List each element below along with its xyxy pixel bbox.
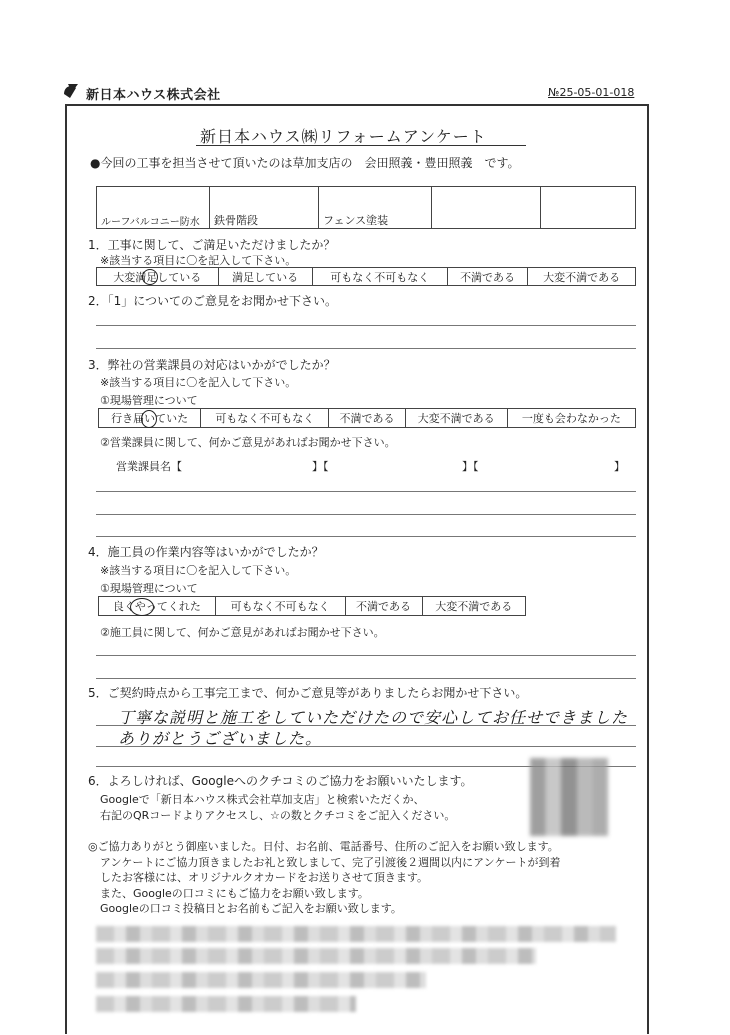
q4-heading: 4．施工員の作業内容等はいかがでしたか？ (88, 545, 324, 559)
answer-line (96, 678, 636, 679)
selected-mark (141, 410, 157, 428)
handwritten-answer: 丁寧な説明と施工をしていただけたので安心してお任せできました (118, 708, 629, 727)
q1-note: ※該当する項目に〇を記入して下さい。 (100, 254, 297, 267)
closing-line: Googleの口コミ投稿日とお名前もご記入をお願い致します。 (100, 902, 402, 915)
lead-text: ●今回の工事を担当させて頂いたのは草加支店の 会田照義・豊田照義 です。 (90, 156, 520, 170)
q6-heading: 6．よろしければ、Googleへのクチコミのご協力をお願いいたします。 (88, 774, 473, 788)
q3-option[interactable]: 行き届いていた (99, 409, 201, 428)
company-logo-icon (60, 80, 82, 102)
answer-line (96, 746, 636, 747)
closing-line: したお客様には、オリジナルクオカードをお送りさせて頂きます。 (100, 871, 429, 884)
q3-heading: 3．弊社の営業課員の対応はいかがでしたか？ (88, 358, 336, 372)
q6-line1: Googleで「新日本ハウス株式会社草加支店」と検索いただくか、 (100, 793, 425, 806)
q4-option[interactable]: 良くやってくれた (99, 597, 216, 616)
q1-option[interactable]: 大変不満である (528, 268, 636, 286)
works-cell (432, 187, 541, 229)
q4-sub1: ①現場管理について (100, 582, 198, 595)
q1-option[interactable]: 満足している (218, 268, 312, 286)
document-number: №25-05-01-018 (548, 86, 635, 99)
works-table (96, 186, 636, 229)
handwritten-answer: ありがとうございました。 (118, 729, 323, 748)
q6-line2: 右記のQRコードよりアクセスし、☆の数とクチコミをご記入ください。 (100, 809, 456, 822)
q2-heading: 2．「1」についてのご意見をお聞かせ下さい。 (88, 294, 338, 308)
q4-sub2: ②施工員に関して、何かご意見があればお聞かせ下さい。 (100, 626, 385, 639)
closing-line: ◎ご協力ありがとう御座いました。日付、お名前、電話番号、住所のご記入をお願い致します。 (88, 840, 559, 853)
q3-sub1: ①現場管理について (100, 394, 198, 407)
q4-option[interactable]: 可もなく不可もなく (215, 597, 345, 616)
answer-line (96, 655, 636, 656)
q3-option[interactable]: 可もなく不可もなく (201, 409, 329, 428)
q3-sub2: ②営業課員に関して、何かご意見があればお聞かせ下さい。 (100, 436, 396, 449)
staff-name-label: 営業課員名【 (116, 460, 182, 473)
works-cell: ルーフバルコニー防水 (97, 187, 210, 229)
selected-mark (130, 598, 154, 616)
qr-code-icon[interactable] (530, 758, 608, 836)
answer-line (96, 325, 636, 326)
q5-heading: 5．ご契約時点から工事完工まで、何かご意見等がありましたらお聞かせ下さい。 (88, 686, 528, 700)
q4-note: ※該当する項目に〇を記入して下さい。 (100, 564, 297, 577)
bracket: 】【 (312, 460, 329, 473)
bracket: 】 (614, 460, 625, 473)
works-cell: フェンス塗装 (319, 187, 432, 229)
q4-options (98, 596, 526, 616)
page-title: 新日本ハウス㈱リフォームアンケート (200, 127, 487, 146)
selected-mark (142, 269, 158, 285)
q1-option[interactable]: 大変満足している (97, 268, 219, 286)
works-cell: 鉄骨階段 (210, 187, 319, 229)
title-underline (196, 145, 526, 146)
answer-line (96, 514, 636, 515)
q3-option[interactable]: 不満である (329, 409, 405, 428)
works-cell (541, 187, 636, 229)
q4-option[interactable]: 不満である (345, 597, 422, 616)
q1-options (96, 267, 636, 286)
q4-option[interactable]: 大変不満である (422, 597, 525, 616)
q3-option[interactable]: 一度も会わなかった (507, 409, 635, 428)
q1-option[interactable]: 不満である (447, 268, 527, 286)
closing-line: アンケートにご協力頂きましたお礼と致しまして、完了引渡後２週間以内にアンケートが到着 (100, 856, 561, 869)
q3-note: ※該当する項目に〇を記入して下さい。 (100, 376, 297, 389)
closing-line: また、Googleの口コミにもご協力をお願い致します。 (100, 887, 369, 900)
answer-line (96, 491, 636, 492)
answer-line (96, 348, 636, 349)
answer-line (96, 536, 636, 537)
company-name: 新日本ハウス株式会社 (86, 88, 221, 103)
q3-options (98, 408, 636, 428)
bracket: 】【 (462, 460, 479, 473)
q1-heading: 1．工事に関して、ご満足いただけましたか？ (88, 238, 336, 252)
q3-option[interactable]: 大変不満である (405, 409, 507, 428)
q1-option[interactable]: 可もなく不可もなく (312, 268, 447, 286)
